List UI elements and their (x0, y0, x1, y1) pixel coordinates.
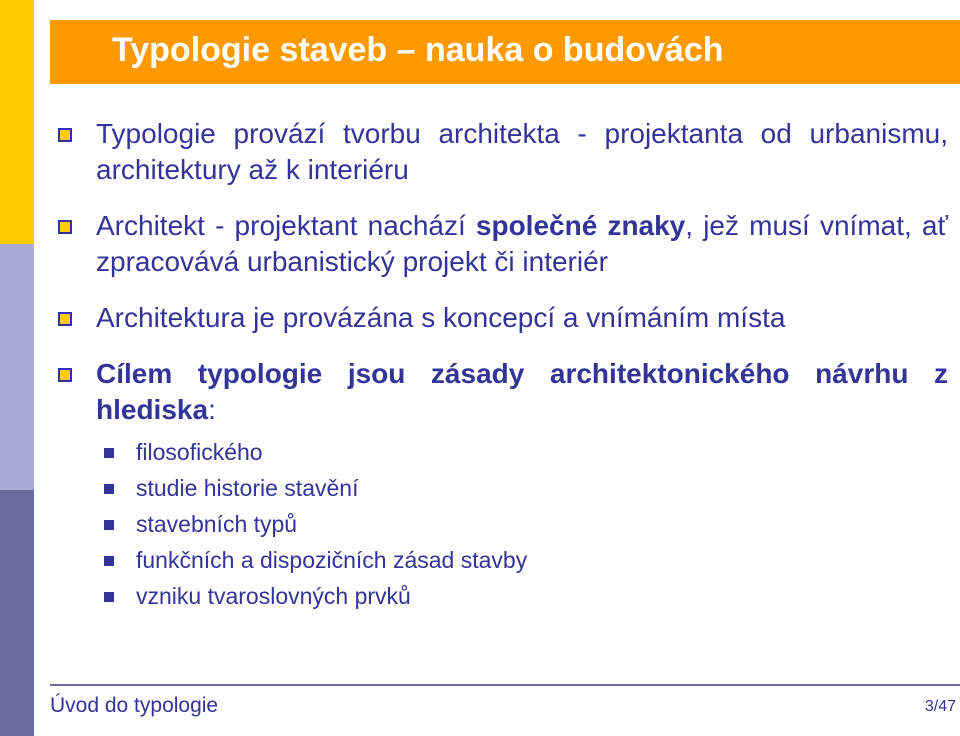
bullet-item (58, 300, 948, 336)
filled-square-bullet-icon (104, 556, 114, 566)
sub-bullet-item (104, 434, 948, 470)
bullet-text: Typologie provází tvorbu architekta - projektanta od urbanismu, architektury až k interiéru (96, 118, 948, 185)
bullet-emphasis: společné znaky (475, 210, 686, 241)
side-bar-blue-segment (0, 490, 34, 736)
filled-square-bullet-icon (104, 592, 114, 602)
hollow-square-bullet-icon (58, 368, 72, 382)
bullet-item (58, 208, 948, 280)
hollow-square-bullet-icon (58, 220, 72, 234)
sub-bullet-list (104, 434, 948, 614)
bullet-text: Architektura je provázána s koncepcí a vnímáním místa (96, 302, 786, 333)
hollow-square-bullet-icon (58, 128, 72, 142)
sub-bullet-text: filosofického (136, 439, 263, 465)
hollow-square-bullet-icon (58, 312, 72, 326)
footer-divider (50, 684, 960, 686)
filled-square-bullet-icon (104, 520, 114, 530)
sub-bullet-text: vzniku tvaroslovných prvků (136, 583, 411, 609)
bullet-list (58, 116, 948, 614)
bullet-text-tail: : (208, 394, 216, 425)
sub-bullet-text: funkčních a dispozičních zásad stavby (136, 547, 528, 573)
side-bar-yellow-segment (0, 0, 34, 244)
bullet-item (58, 356, 948, 614)
filled-square-bullet-icon (104, 448, 114, 458)
side-accent-bar (0, 0, 34, 736)
sub-bullet-text: stavebních typů (136, 511, 298, 537)
sub-bullet-item (104, 542, 948, 578)
page-number: 3/47 (924, 698, 956, 715)
sub-bullet-item (104, 578, 948, 614)
side-bar-lavender-segment (0, 244, 34, 490)
bullet-text: Architekt - projektant nachází (96, 210, 476, 241)
sub-bullet-item (104, 506, 948, 542)
sub-bullet-text: studie historie stavění (136, 475, 359, 501)
sub-bullet-item (104, 470, 948, 506)
footer-course-title: Úvod do typologie (50, 694, 219, 717)
bullet-text-tail: , jež musí vnímat, ať zpracovává urbanistický projekt či interiér (96, 210, 949, 277)
slide-title: Typologie staveb – nauka o budovách (112, 31, 724, 69)
bullet-emphasis: Cílem typologie jsou zásady architektonického návrhu z hlediska (96, 358, 948, 425)
filled-square-bullet-icon (104, 484, 114, 494)
bullet-item (58, 116, 948, 188)
